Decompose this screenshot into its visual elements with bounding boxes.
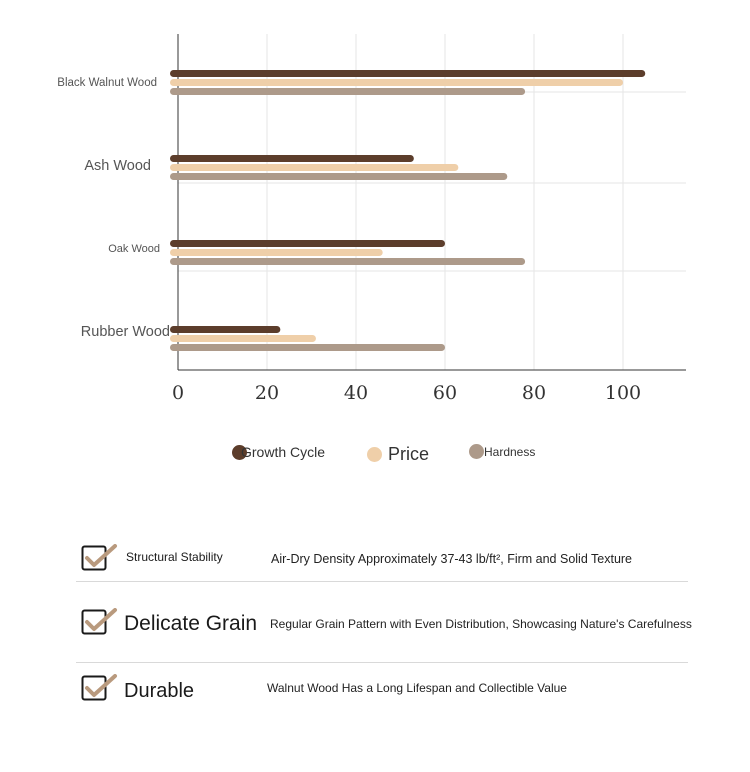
checkbox-checked-icon [81, 608, 119, 641]
feature-description: Regular Grain Pattern with Even Distribution, Showcasing Nature's Carefulness [270, 617, 692, 631]
bar-growth-cycle[interactable] [170, 240, 445, 247]
x-tick-label: 40 [343, 382, 369, 404]
chart-legend [0, 438, 750, 468]
legend-swatch-hardness [469, 444, 484, 459]
category-label: Black Walnut Wood [57, 77, 157, 89]
x-tick-label: 80 [521, 382, 547, 404]
category-label: Oak Wood [108, 243, 160, 255]
feature-title: Delicate Grain [124, 612, 258, 635]
legend-item-growth-cycle[interactable] [232, 444, 325, 460]
legend-label-price: Price [388, 444, 430, 464]
x-tick-label: 0 [171, 382, 185, 404]
legend-label-growth-cycle: Growth Cycle [241, 444, 326, 460]
feature-row-delicate-grain [76, 600, 692, 663]
bar-hardness[interactable] [170, 344, 445, 351]
checkbox-checked-icon [81, 544, 119, 577]
legend-item-hardness[interactable] [469, 444, 535, 459]
bar-hardness[interactable] [170, 173, 507, 180]
bar-growth-cycle[interactable] [170, 326, 280, 333]
bar-growth-cycle[interactable] [170, 70, 645, 77]
bar-price[interactable] [170, 335, 316, 342]
feature-row-durable [76, 668, 688, 713]
bar-hardness[interactable] [170, 258, 525, 265]
bar-price[interactable] [170, 249, 383, 256]
feature-title: Structural Stability [126, 550, 223, 564]
x-tick-label: 100 [604, 382, 642, 404]
feature-title: Durable [124, 680, 195, 702]
bar-hardness[interactable] [170, 88, 525, 95]
category-label: Ash Wood [84, 158, 151, 174]
chart-bars [170, 70, 645, 351]
legend-swatch-price [367, 447, 382, 462]
legend-label-hardness: Hardness [484, 444, 536, 459]
bar-growth-cycle[interactable] [170, 155, 414, 162]
x-tick-labels [172, 382, 641, 404]
bar-price[interactable] [170, 164, 458, 171]
feature-row-structural-stability [76, 536, 688, 582]
bar-price[interactable] [170, 79, 623, 86]
x-tick-label: 20 [254, 382, 280, 404]
legend-item-price[interactable] [367, 444, 429, 465]
category-labels [57, 77, 170, 340]
category-label: Rubber Wood [80, 324, 170, 340]
feature-description: Air-Dry Density Approximately 37-43 lb/ft², Firm and Solid Texture [271, 552, 633, 566]
x-tick-label: 60 [432, 382, 458, 404]
checkbox-checked-icon [81, 674, 119, 707]
feature-description: Walnut Wood Has a Long Lifespan and Collectible Value [267, 681, 567, 695]
